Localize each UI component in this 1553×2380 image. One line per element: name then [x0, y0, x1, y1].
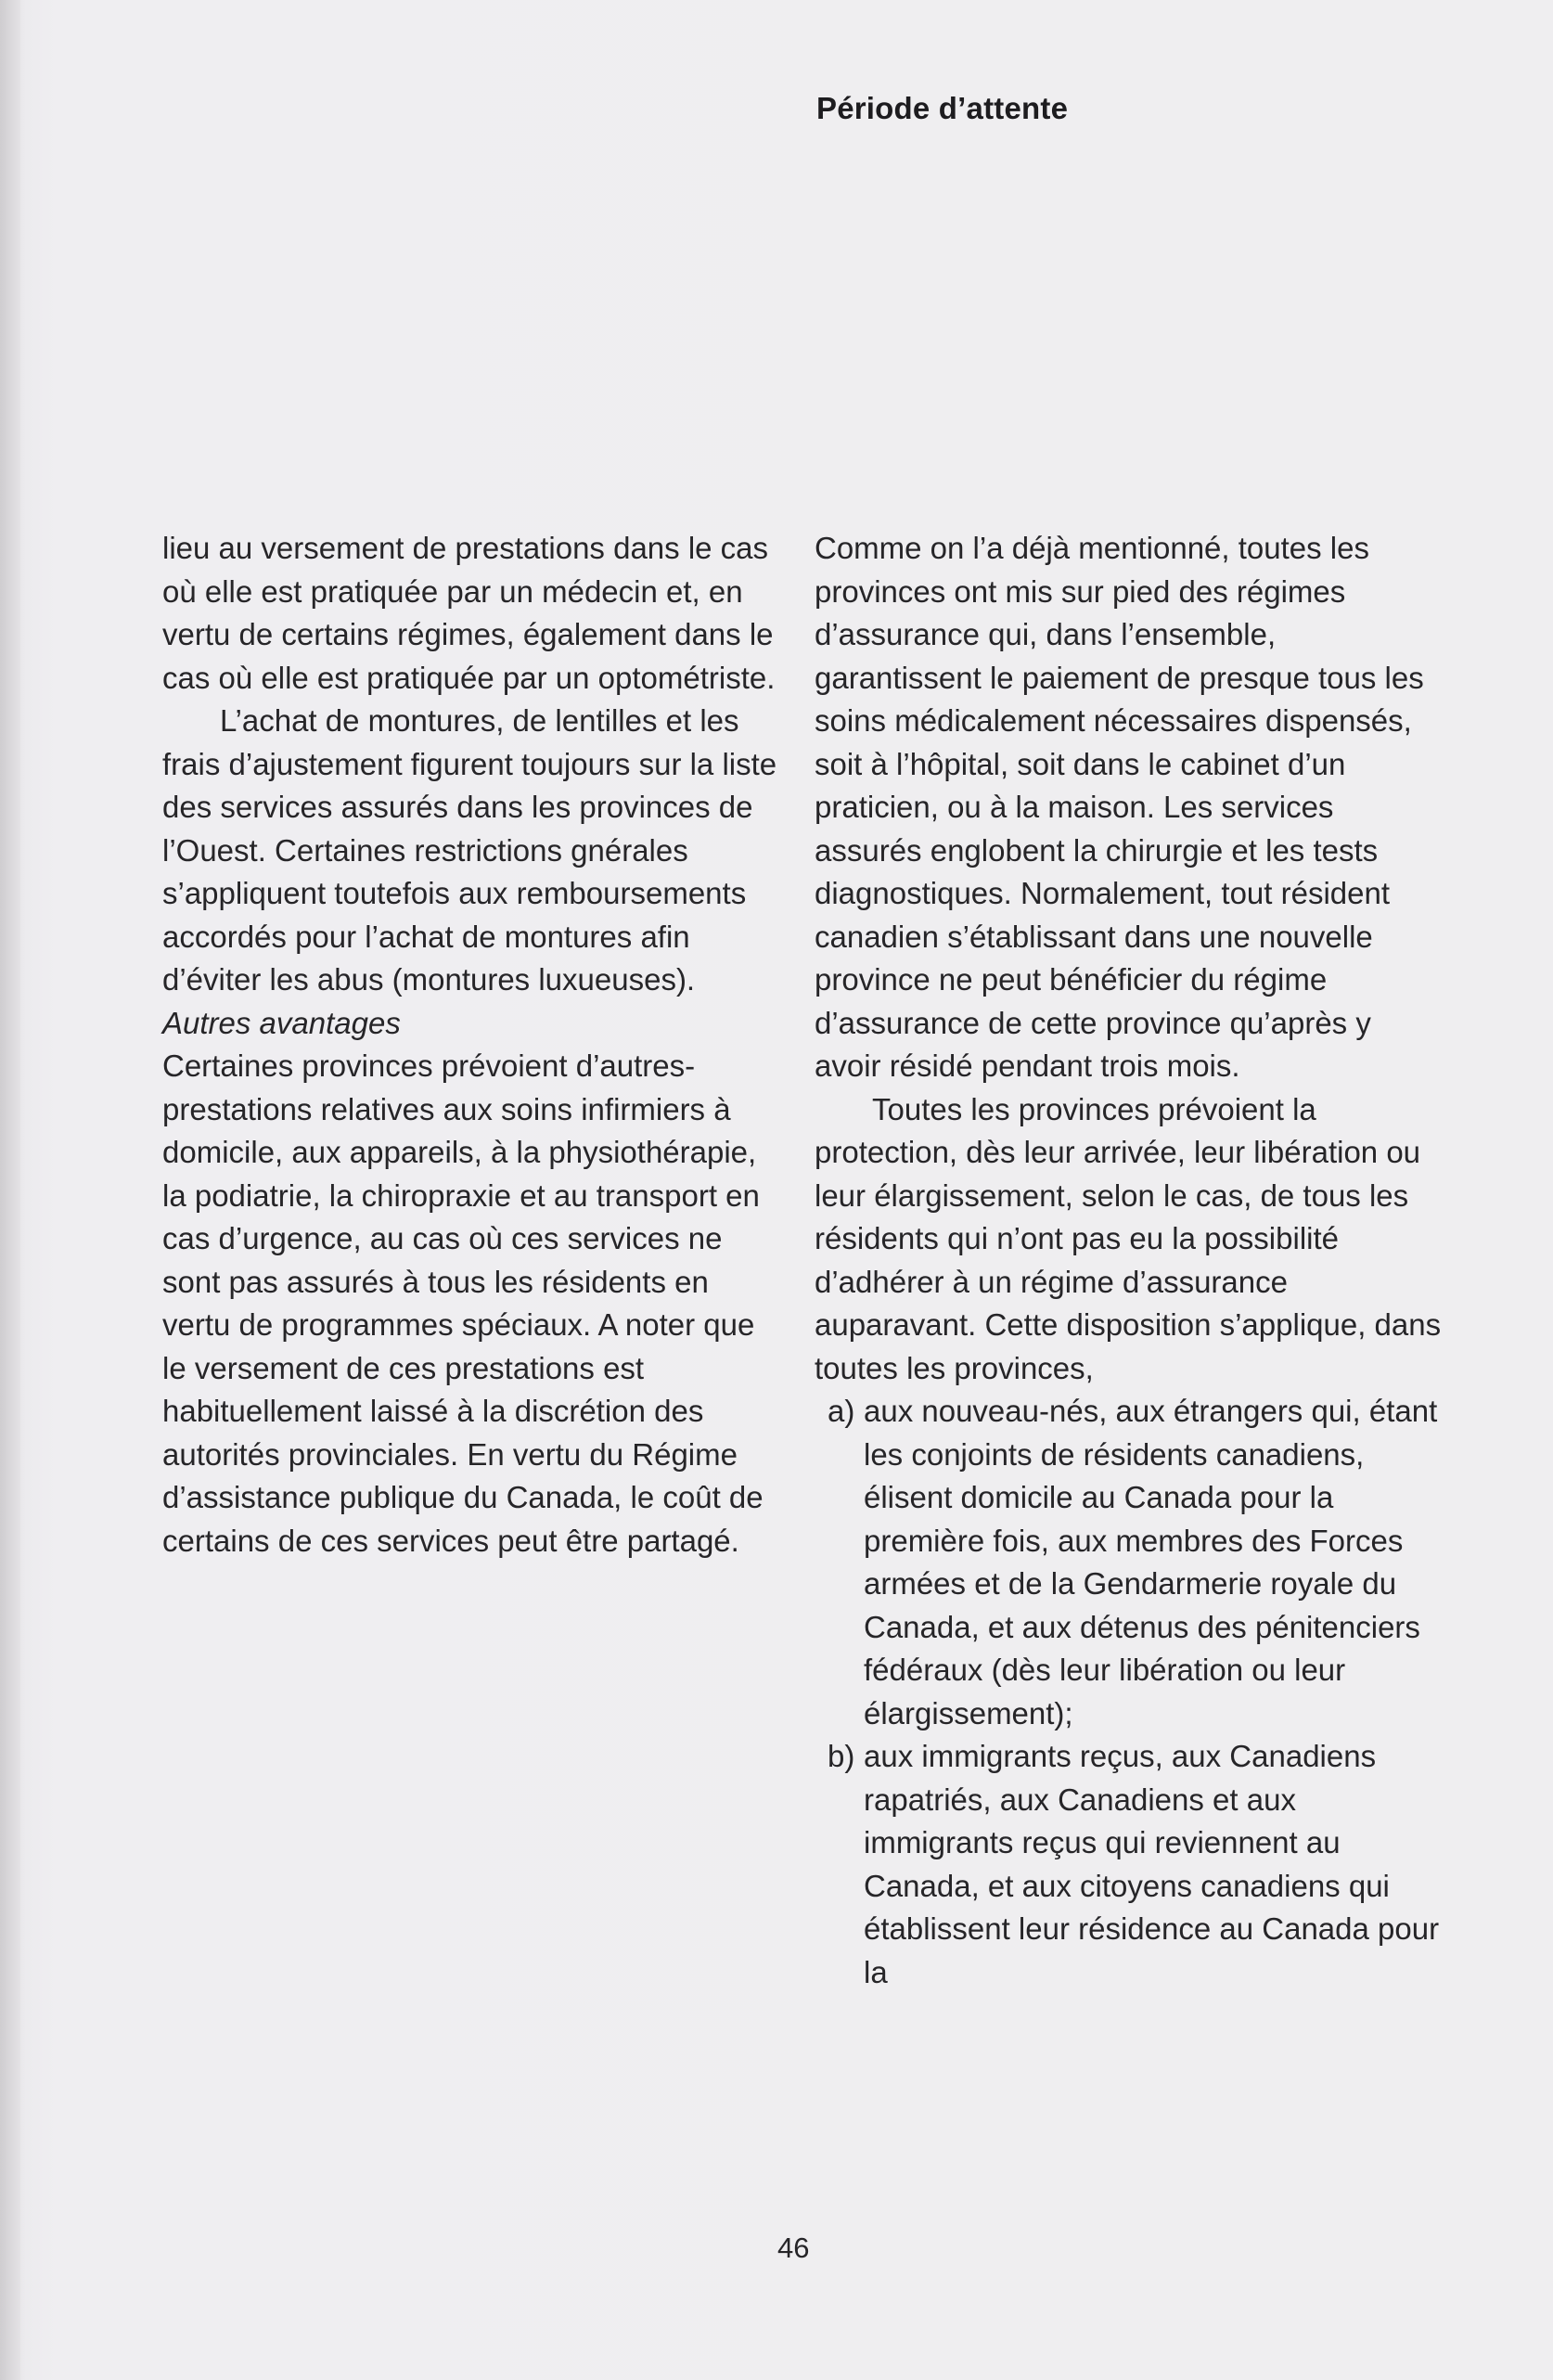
- paragraph: L’achat de montures, de lentilles et les frais d’ajustement figurent toujours sur la liste des services assurés dans les provinces de l’Ouest. Certaines restrictions gnérales s’appliquent toutefois aux remboursements accordés pour l’achat de montures afin d’éviter les abus (montures luxueuses).: [162, 703, 777, 997]
- list-item: [815, 1390, 1445, 1735]
- paragraph: Certaines provinces prévoient d’autres-prestations relatives aux soins infirmiers à domicile, aux appareils, à la physiothérapie, la podiatrie, la chiropraxie et au transport en cas d’urgence, au cas où ces services ne sont pas assurés à tous les résidents en vertu de programmes spéciaux. A noter que le versement de ces prestations est habituellement laissé à la discrétion des autorités provinciales. En vertu du Régime d’assistance publique du Canada, le coût de certains de ces services peut être partagé.: [162, 1048, 764, 1558]
- running-title: Période d’attente: [816, 91, 1069, 125]
- page-binding-edge: [0, 0, 20, 2380]
- right-column: [815, 527, 1445, 1994]
- list-marker: a): [828, 1394, 855, 1428]
- page-number: 46: [777, 2232, 810, 2264]
- list-item: [815, 1735, 1445, 1994]
- list-marker: b): [828, 1739, 855, 1773]
- left-column: [162, 527, 779, 1563]
- list-item-text: aux nouveau-nés, aux étrangers qui, étant les conjoints de résidents canadiens, élisent domicile au Canada pour la première fois, aux membres des Forces armées et de la Gendarmerie royale du Canada, et aux détenus des pénitenciers fédéraux (dès leur libération ou leur élargissement);: [864, 1394, 1438, 1730]
- paragraph: Comme on l’a déjà mentionné, toutes les provinces ont mis sur pied des régimes d’assurance qui, dans l’ensemble, garantissent le paiement de presque tous les soins médicalement nécessaires dispensés, soit à l’hôpital, soit dans le cabinet d’un praticien, ou à la maison. Les services assurés englobent la chirurgie et les tests diagnostiques. Normalement, tout résident canadien s’établissant dans une nouvelle province ne peut bénéficier du régime d’assurance de cette province qu’après y avoir résidé pendant trois mois.: [815, 531, 1424, 1083]
- list-item-text: aux immigrants reçus, aux Canadiens rapatriés, aux Canadiens et aux immigrants reçus qui reviennent au Canada, et aux citoyens canadiens qui établissent leur résidence au Canada pour la: [864, 1739, 1440, 1989]
- paragraph: lieu au versement de prestations dans le cas où elle est pratiquée par un médecin et, en vertu de certains régimes, également dans le cas où elle est pratiquée par un optométriste.: [162, 531, 776, 695]
- paragraph: Toutes les provinces prévoient la protection, dès leur arrivée, leur libération ou leur élargissement, selon le cas, de tous les résidents qui n’ont pas eu la possibilité d’adhérer à un régime d’assurance auparavant. Cette disposition s’applique, dans toutes les provinces,: [815, 1091, 1442, 1385]
- section-heading: Autres avantages: [162, 1005, 401, 1040]
